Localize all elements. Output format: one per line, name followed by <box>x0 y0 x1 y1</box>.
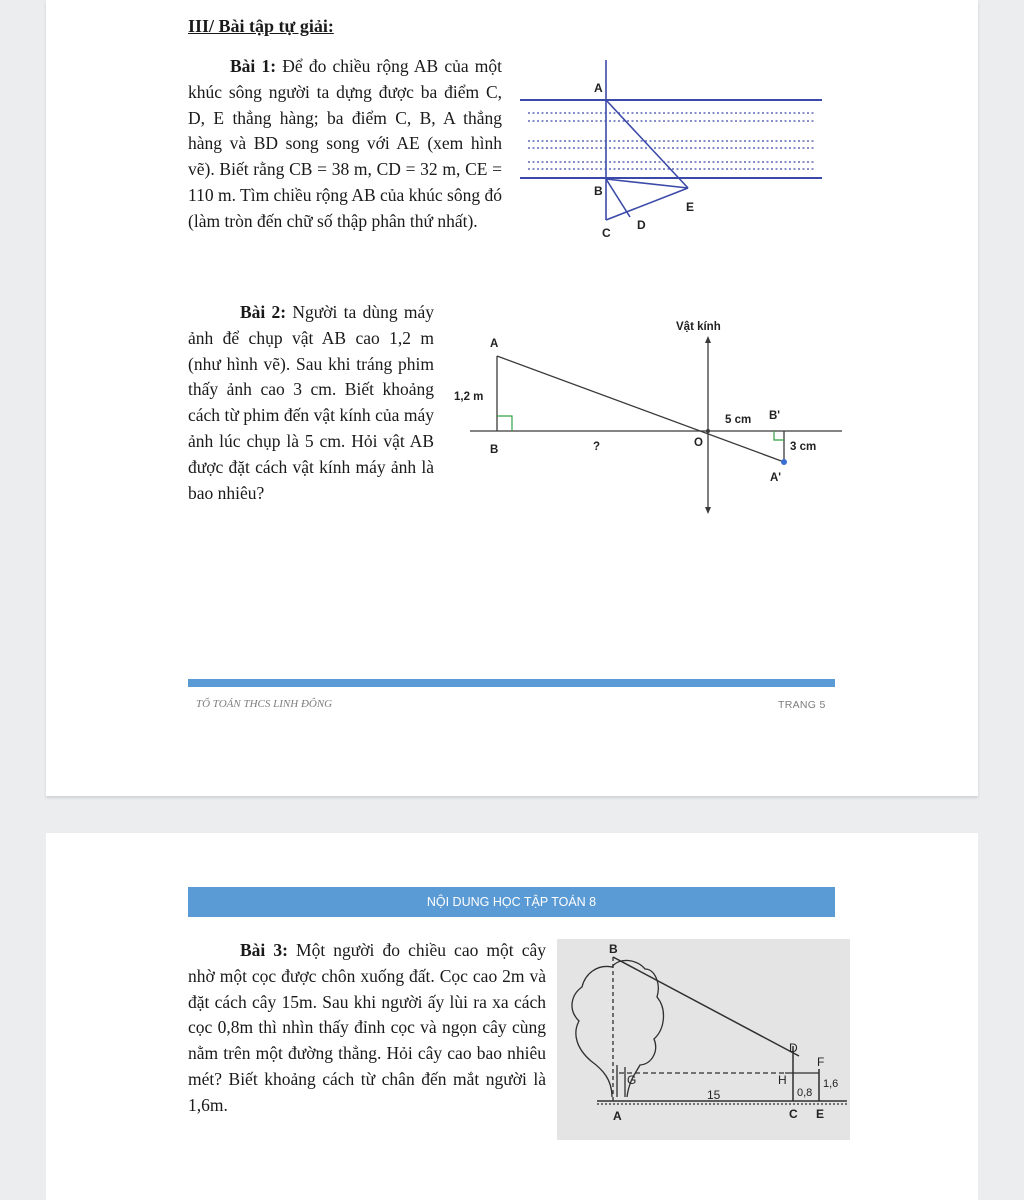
lens-label: Vật kính <box>676 321 721 333</box>
label-H: H <box>778 1073 787 1087</box>
line-BE <box>606 179 688 188</box>
exercise-1-text: Để đo chiều rộng AB của một khúc sông người ta dựng được ba điểm C, D, E thẳng hàng; ba điểm C, B, A thẳng hàng và BD song song với AE (xem hình vẽ). Biết rằng CB = 38 m, CD = 32 m, CE = 110 m. Tìm chiều rộng AB của khúc sông đó (làm tròn đến chữ số thập phân thứ nhất). <box>188 56 503 231</box>
label-E: E <box>816 1107 825 1121</box>
exercise-2-label: Bài 2: <box>240 302 287 322</box>
exercise-1 <box>188 54 502 235</box>
exercise-2 <box>188 300 434 506</box>
right-angle-Bprime <box>774 431 784 440</box>
exercise-3-label: Bài 3: <box>240 940 288 960</box>
page-header-text: NỘI DUNG HỌC TẬP TOÁN 8 <box>426 895 597 909</box>
label-O: O <box>694 437 703 449</box>
label-unknown: ? <box>593 441 601 453</box>
label-5cm: 5 cm <box>725 414 752 426</box>
lens-arrow-down <box>705 507 711 514</box>
page-header-band <box>188 887 835 917</box>
label-08: 0,8 <box>797 1087 813 1099</box>
label-G: G <box>627 1073 637 1087</box>
line-CE <box>606 188 688 220</box>
label-Bprime: B' <box>769 410 781 422</box>
point-O <box>706 429 710 433</box>
label-C: C <box>789 1107 798 1121</box>
right-angle-B <box>497 416 512 431</box>
point-A-label: A <box>594 81 603 95</box>
label-F: F <box>817 1055 825 1069</box>
label-16: 1,6 <box>823 1078 839 1090</box>
camera-figure <box>452 312 852 522</box>
footer-left: TỔ TOÁN THCS LINH ĐÔNG <box>196 698 333 710</box>
label-Aprime: A' <box>770 472 782 484</box>
point-Aprime <box>781 459 787 465</box>
lens-arrow-up <box>705 336 711 343</box>
label-height: 1,2 m <box>454 391 484 403</box>
exercise-1-label: Bài 1: <box>230 56 277 76</box>
point-C-label: C <box>602 226 611 240</box>
figure-background <box>557 939 850 1140</box>
footer-bar <box>188 679 835 687</box>
point-E-label: E <box>686 200 695 214</box>
label-15: 15 <box>707 1088 721 1102</box>
label-3cm: 3 cm <box>790 441 817 453</box>
exercise-3 <box>188 938 546 1119</box>
point-B-label: B <box>594 184 603 198</box>
exercise-3-text: Một người đo chiều cao một cây nhờ một cọc được chôn xuống đất. Cọc cao 2m và đặt cách cây 15m. Sau khi người ấy lùi ra xa cách cọc 0,8m thì nhìn thấy đỉnh cọc và ngọn cây cùng nằm trên một đường thẳng. Hỏi cây cao bao nhiêu mét? Biết khoảng cách từ chân đến mắt người là 1,6m. <box>188 940 547 1115</box>
tree-height-figure <box>557 939 850 1140</box>
exercise-2-text: Người ta dùng máy ảnh để chụp vật AB cao 1,2 m (như hình vẽ). Sau khi tráng phim thấy ảnh cao 3 cm. Biết khoảng cách từ phim đến vật kính của máy ảnh lúc chụp là 5 cm. Hỏi vật AB được đặt cách vật kính máy ảnh là bao nhiêu? <box>188 302 434 503</box>
ray-A-Aprime <box>497 356 784 462</box>
label-D: D <box>789 1041 798 1055</box>
river-width-figure <box>520 55 830 245</box>
label-B: B <box>490 444 499 456</box>
label-B: B <box>609 942 618 956</box>
label-A: A <box>490 338 499 350</box>
point-D-label: D <box>637 218 646 232</box>
section-title: III/ Bài tập tự giải: <box>188 16 334 36</box>
footer-right: TRANG 5 <box>778 699 826 711</box>
label-A: A <box>613 1109 622 1123</box>
